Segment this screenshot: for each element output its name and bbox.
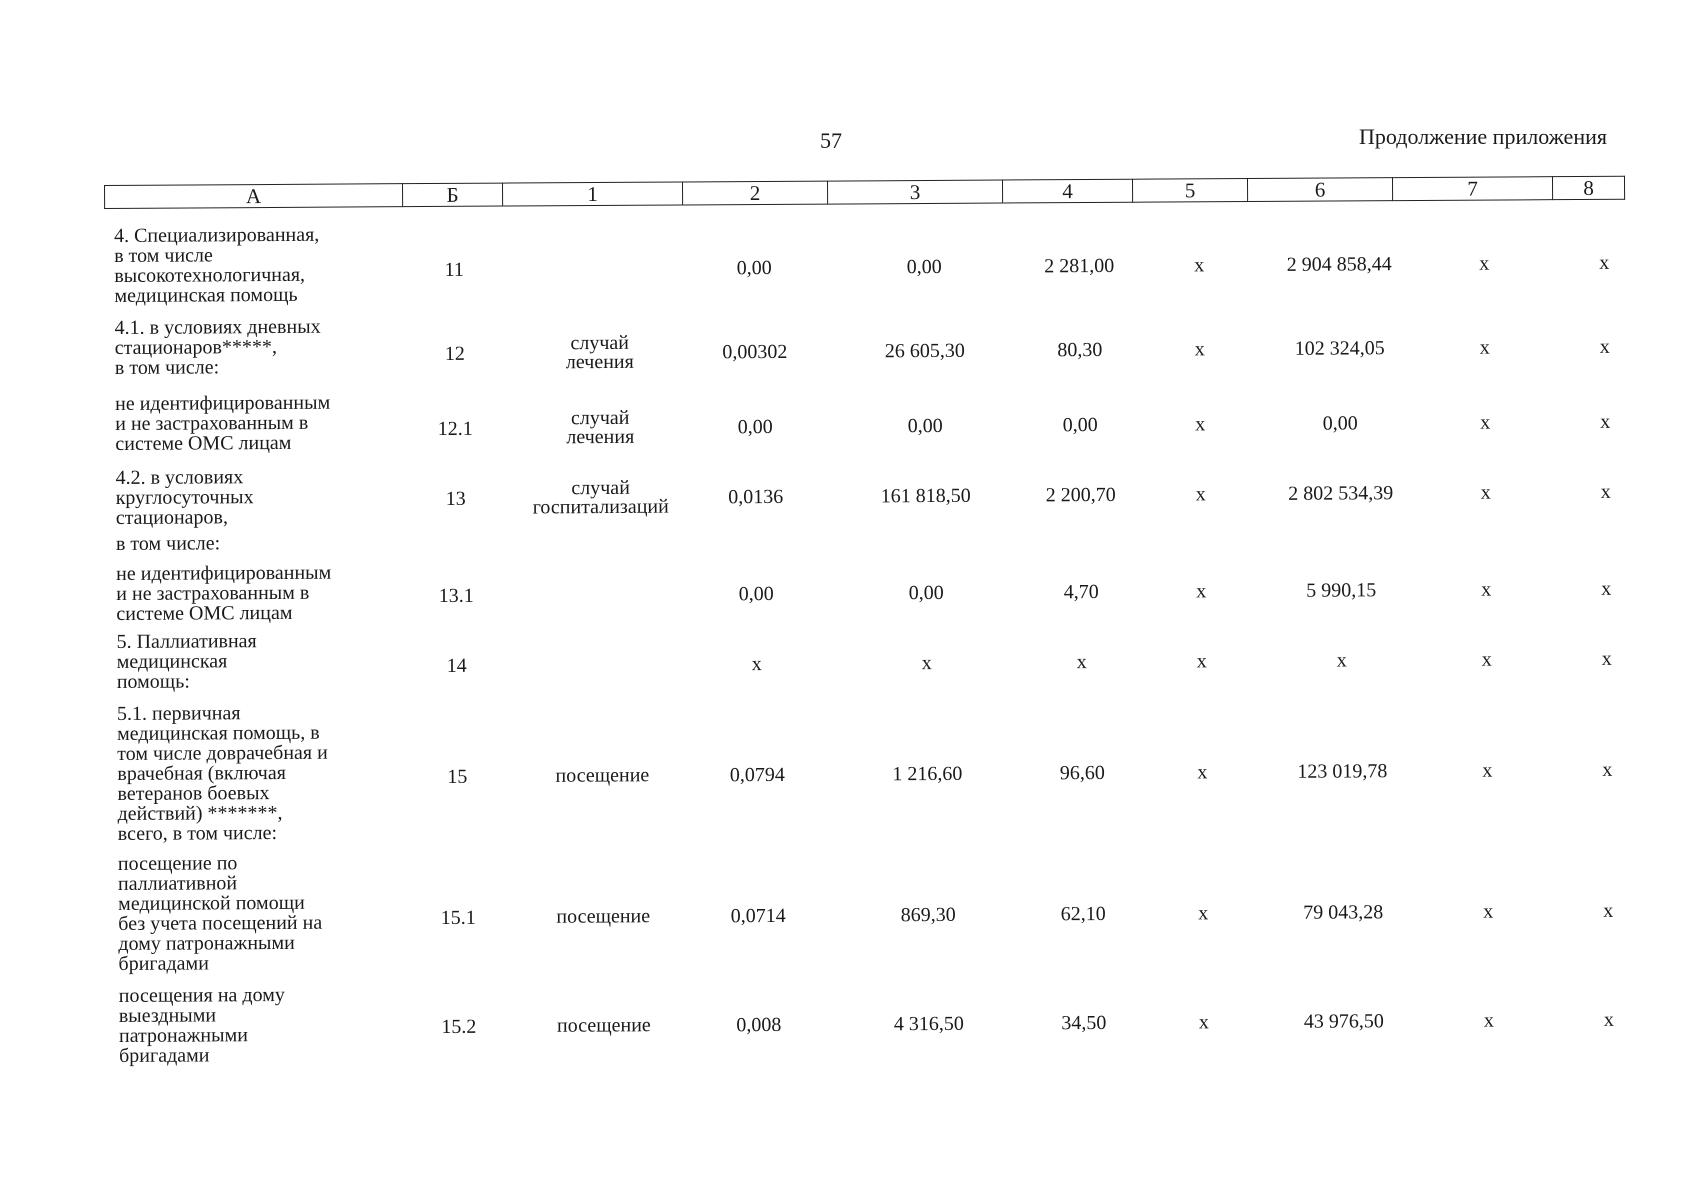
row-name: 5. Паллиативная медицинская помощь: bbox=[116, 630, 257, 693]
row-name: посещение по паллиативной медицинской помощи без учета посещений на дому патронажными бригадами bbox=[117, 852, 323, 975]
column-header-2: 2 bbox=[682, 181, 827, 205]
cell-col-4: 4,70 bbox=[1063, 580, 1099, 604]
cell-col-7: х bbox=[1481, 578, 1492, 601]
column-header-a: А bbox=[105, 184, 403, 209]
cell-col-3: 26 605,30 bbox=[884, 339, 965, 363]
row-unit: случай госпитализаций bbox=[532, 476, 669, 519]
continuation-label: Продолжение приложения bbox=[1359, 124, 1607, 149]
cell-col-2: 0,00302 bbox=[722, 340, 788, 364]
cell-col-6: х bbox=[1336, 649, 1347, 672]
row-code: 15 bbox=[447, 765, 468, 788]
cell-col-2: 0,0794 bbox=[729, 763, 785, 787]
cell-col-5: х bbox=[1194, 338, 1205, 361]
cell-col-5: х bbox=[1198, 1011, 1209, 1034]
cell-col-4: 96,60 bbox=[1059, 761, 1105, 785]
cell-col-3: 4 316,50 bbox=[893, 1012, 964, 1036]
cell-col-6: 2 904 858,44 bbox=[1286, 253, 1392, 276]
cell-col-4: 62,10 bbox=[1060, 902, 1106, 926]
cell-col-4: 2 200,70 bbox=[1045, 483, 1116, 507]
cell-col-7: х bbox=[1483, 1009, 1494, 1032]
table-row bbox=[119, 977, 1639, 1072]
cell-col-2: 0,00 bbox=[737, 415, 773, 439]
column-header-row bbox=[105, 176, 1625, 208]
row-name: посещения на дому выездными патронажными бригадами bbox=[118, 983, 285, 1067]
cell-col-8: х bbox=[1601, 647, 1612, 670]
row-unit: посещение bbox=[556, 1014, 651, 1037]
row-code: 15.1 bbox=[440, 906, 476, 930]
row-code: 15.2 bbox=[441, 1015, 477, 1039]
cell-col-7: х bbox=[1480, 481, 1491, 504]
cell-col-8: х bbox=[1600, 480, 1611, 503]
cell-col-7: х bbox=[1483, 900, 1494, 923]
cell-col-5: х bbox=[1195, 413, 1206, 436]
cell-col-3: 0,00 bbox=[906, 255, 942, 279]
cell-col-5: х bbox=[1195, 483, 1206, 506]
row-code: 11 bbox=[444, 258, 464, 281]
table-row bbox=[118, 845, 1639, 986]
row-unit: посещение bbox=[555, 764, 650, 787]
cell-col-6: 102 324,05 bbox=[1294, 337, 1385, 360]
column-header-7: 7 bbox=[1392, 177, 1552, 201]
cell-col-8: х bbox=[1599, 251, 1610, 274]
cell-col-2: 0,008 bbox=[736, 1013, 782, 1037]
cell-col-3: 869,30 bbox=[900, 903, 956, 927]
cell-col-7: х bbox=[1481, 648, 1492, 671]
table-row bbox=[116, 555, 1636, 632]
cell-col-4: 0,00 bbox=[1062, 413, 1098, 437]
cell-col-8: х bbox=[1602, 758, 1613, 781]
cell-col-7: х bbox=[1479, 252, 1490, 275]
cell-col-2: 0,0136 bbox=[728, 485, 784, 509]
cell-col-5: х bbox=[1198, 902, 1209, 925]
column-header-4: 4 bbox=[1002, 179, 1132, 203]
cell-col-8: х bbox=[1603, 899, 1614, 922]
cell-col-2: 0,00 bbox=[736, 256, 772, 280]
row-unit: случай лечения bbox=[566, 406, 635, 449]
cell-col-6: 2 802 534,39 bbox=[1288, 482, 1394, 505]
row-code: 14 bbox=[446, 654, 467, 677]
cell-col-5: х bbox=[1197, 761, 1208, 784]
row-name: 5.1. первичная медицинская помощь, в том числе доврачебная и врачебная (включая ветеранов боевых действий) *******, всего, в том числе: bbox=[116, 702, 328, 845]
table-row bbox=[115, 459, 1635, 534]
row-name: не идентифицированным и не застрахованным в системе ОМС лицам bbox=[116, 561, 332, 625]
cell-col-5: х bbox=[1194, 254, 1205, 277]
cell-col-4: 2 281,00 bbox=[1044, 254, 1115, 278]
cell-col-2: 0,00 bbox=[738, 582, 774, 606]
column-header-6: 6 bbox=[1247, 178, 1392, 202]
row-name: 4.1. в условиях дневных стационаров*****, в том числе: bbox=[114, 315, 321, 379]
column-header-1: 1 bbox=[502, 182, 682, 206]
cell-col-8: х bbox=[1603, 1008, 1614, 1031]
column-header-8: 8 bbox=[1552, 176, 1624, 199]
page-number: 57 bbox=[820, 128, 842, 153]
row-code: 12 bbox=[444, 342, 465, 365]
cell-col-8: х bbox=[1599, 335, 1610, 358]
cell-col-6: 5 990,15 bbox=[1306, 579, 1377, 602]
row-unit: посещение bbox=[556, 905, 651, 928]
cell-col-7: х bbox=[1479, 336, 1490, 359]
cell-col-8: х bbox=[1600, 410, 1611, 433]
row-name: 4.2. в условиях круглосуточных стационаров, bbox=[115, 466, 254, 529]
cell-col-6: 79 043,28 bbox=[1303, 901, 1384, 924]
cell-col-6: 0,00 bbox=[1322, 412, 1358, 435]
row-name: в том числе: bbox=[115, 532, 221, 555]
cell-col-4: х bbox=[1076, 651, 1087, 674]
cell-col-6: 123 019,78 bbox=[1297, 760, 1388, 783]
cell-col-5: х bbox=[1196, 650, 1207, 673]
cell-col-5: х bbox=[1196, 580, 1207, 603]
cell-col-3: 1 216,60 bbox=[892, 762, 963, 786]
table-row bbox=[115, 309, 1635, 394]
row-code: 12.1 bbox=[437, 417, 473, 441]
cell-col-3: 161 818,50 bbox=[880, 484, 971, 508]
row-code: 13 bbox=[445, 487, 466, 510]
row-unit bbox=[507, 664, 697, 665]
column-header-3: 3 bbox=[827, 180, 1002, 204]
cell-col-7: х bbox=[1480, 411, 1491, 434]
table-row bbox=[115, 385, 1635, 468]
table-row bbox=[117, 695, 1638, 854]
row-unit bbox=[506, 594, 696, 595]
row-name: 4. Специализированная, в том числе высокотехнологичная, медицинская помощь bbox=[113, 223, 320, 307]
cell-col-7: х bbox=[1482, 759, 1493, 782]
column-header-5: 5 bbox=[1132, 179, 1247, 203]
cell-col-2: х bbox=[751, 653, 762, 676]
table-row bbox=[114, 217, 1635, 318]
table-body bbox=[114, 217, 1639, 1072]
cell-col-3: 0,00 bbox=[907, 414, 943, 438]
cell-col-3: 0,00 bbox=[908, 581, 944, 605]
cell-col-8: х bbox=[1601, 577, 1612, 600]
row-unit bbox=[504, 268, 694, 269]
row-code: 13.1 bbox=[438, 584, 474, 608]
column-header-table bbox=[104, 176, 1625, 209]
cell-col-6: 43 976,50 bbox=[1303, 1010, 1384, 1033]
cell-col-2: 0,0714 bbox=[730, 904, 786, 928]
cell-col-4: 80,30 bbox=[1057, 338, 1103, 362]
row-unit: случай лечения bbox=[565, 331, 634, 374]
table-row bbox=[116, 623, 1636, 704]
cell-col-4: 34,50 bbox=[1061, 1011, 1107, 1035]
cell-col-3: х bbox=[921, 652, 932, 675]
row-name: не идентифицированным и не застрахованным в системе ОМС лицам bbox=[115, 391, 331, 455]
column-header-b: Б bbox=[402, 183, 502, 207]
